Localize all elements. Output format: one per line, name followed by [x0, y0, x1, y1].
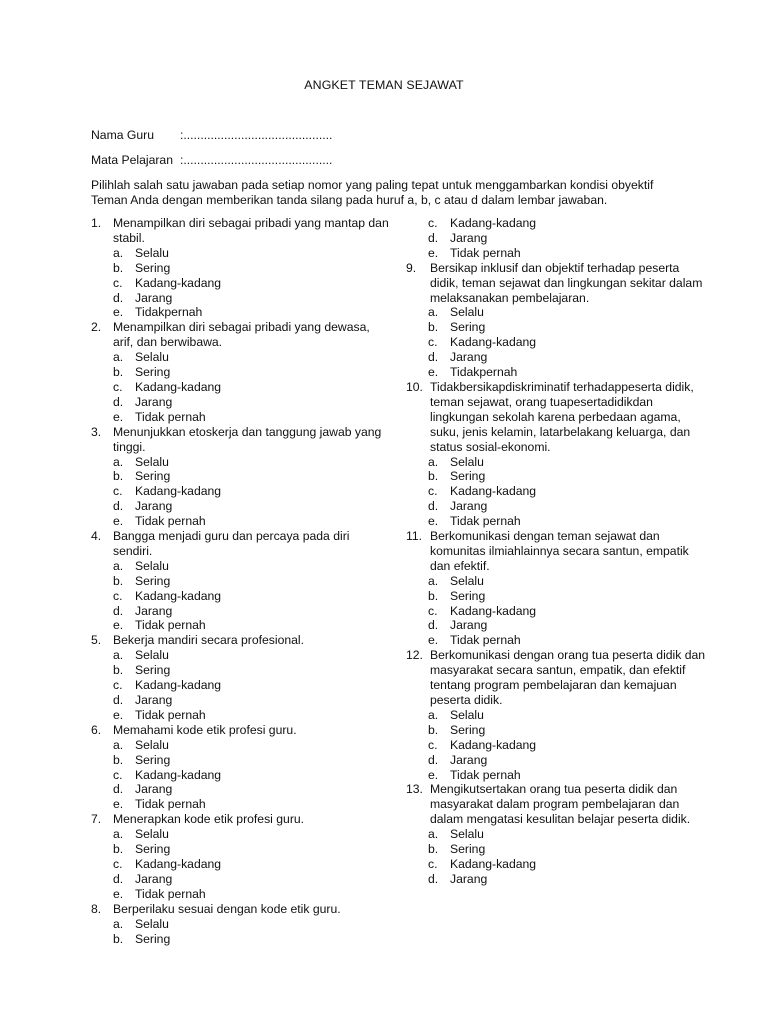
question-number: 12. — [406, 648, 423, 663]
option-text: Selalu — [135, 827, 169, 842]
option-text: Sering — [450, 469, 486, 484]
option-letter: a. — [428, 827, 439, 842]
question-number: 8. — [91, 901, 102, 916]
answer-option — [406, 246, 706, 261]
subject-field — [91, 153, 332, 168]
option-letter: a. — [428, 707, 439, 722]
answer-option — [91, 380, 391, 395]
option-letter: b. — [428, 588, 439, 603]
answer-option — [91, 797, 391, 812]
option-letter: a. — [113, 245, 124, 260]
answer-option — [91, 469, 391, 484]
answer-option — [91, 827, 391, 842]
question-text: Bangga menjadi guru dan percaya pada diri sendiri. — [113, 529, 350, 558]
option-letter: a. — [113, 350, 124, 365]
option-text: Tidak pernah — [450, 514, 521, 529]
question-number: 1. — [91, 216, 102, 230]
answer-option — [406, 514, 706, 529]
answer-option — [91, 604, 391, 619]
question-8-continuation — [406, 216, 706, 261]
option-text: Tidakpernah — [450, 365, 518, 380]
option-letter: d. — [113, 693, 124, 707]
option-letter: c. — [428, 484, 438, 499]
question-item — [406, 529, 706, 648]
question-text: Bekerja mandiri secara profesional. — [113, 633, 305, 648]
question-header — [91, 529, 391, 559]
option-text: Tidak pernah — [135, 514, 206, 529]
option-letter: d. — [113, 499, 124, 514]
answer-option — [406, 827, 706, 842]
option-text: Sering — [450, 722, 486, 737]
option-letter: e. — [113, 797, 124, 812]
option-text: Jarang — [450, 350, 488, 365]
option-text: Tidak pernah — [135, 707, 206, 722]
option-text: Sering — [135, 469, 171, 484]
question-number: 13. — [406, 782, 423, 797]
option-letter: b. — [113, 573, 124, 588]
answer-option — [406, 842, 706, 857]
answer-option — [91, 484, 391, 499]
question-header — [91, 812, 391, 827]
question-number: 9. — [406, 260, 417, 275]
answer-option — [91, 753, 391, 768]
question-item — [91, 723, 391, 812]
option-text: Tidak pernah — [450, 245, 521, 260]
option-letter: b. — [113, 752, 124, 767]
answer-option — [406, 738, 706, 753]
option-letter: b. — [113, 931, 124, 946]
question-text: Berkomunikasi dengan teman sejawat dan komunitas ilmiahlainnya secara santun, empatik dan efektif. — [430, 529, 689, 573]
question-text: Mengikutsertakan orang tua peserta didik dan masyarakat dalam program pembelajaran dan dalam mengatasi kesulitan belajar peserta didik. — [430, 782, 691, 827]
option-text: Selalu — [450, 454, 484, 469]
option-text: Kadang-kadang — [450, 484, 537, 499]
option-letter: c. — [113, 484, 123, 499]
option-text: Tidak pernah — [135, 409, 206, 424]
right-column — [406, 216, 706, 887]
answer-option — [406, 753, 706, 768]
answer-option — [91, 365, 391, 380]
option-letter: d. — [428, 752, 439, 767]
option-text: Jarang — [135, 499, 173, 514]
option-text: Jarang — [135, 871, 173, 886]
answer-option — [91, 708, 391, 723]
answer-option — [91, 768, 391, 783]
option-letter: e. — [428, 365, 439, 380]
option-text: Kadang-kadang — [450, 737, 537, 752]
question-header — [406, 380, 706, 455]
option-text: Kadang-kadang — [135, 588, 222, 603]
option-letter: c. — [428, 603, 438, 618]
option-text: Kadang-kadang — [135, 379, 222, 394]
option-letter: b. — [428, 320, 439, 335]
option-text: Sering — [450, 588, 486, 603]
option-text: Tidak pernah — [450, 633, 521, 648]
answer-option — [406, 589, 706, 604]
option-text: Kadang-kadang — [135, 275, 222, 290]
option-text: Tidak pernah — [135, 618, 206, 633]
option-text: Selalu — [450, 827, 484, 842]
answer-option — [406, 857, 706, 872]
question-item — [91, 633, 391, 722]
answer-option — [406, 768, 706, 783]
question-item — [91, 529, 391, 633]
answer-option — [91, 574, 391, 589]
option-letter: c. — [428, 216, 438, 230]
option-letter: d. — [428, 350, 439, 365]
option-letter: b. — [113, 365, 124, 380]
option-text: Sering — [135, 663, 171, 678]
answer-option — [406, 574, 706, 589]
question-number: 7. — [91, 812, 102, 827]
option-text: Selalu — [135, 648, 169, 663]
option-letter: b. — [113, 663, 124, 678]
option-letter: d. — [428, 871, 439, 886]
option-text: Sering — [135, 931, 171, 946]
option-text: Kadang-kadang — [135, 678, 222, 693]
option-letter: e. — [113, 707, 124, 722]
option-letter: d. — [428, 618, 439, 633]
answer-option — [91, 872, 391, 887]
option-letter: b. — [428, 469, 439, 484]
teacher-name-label: Nama Guru — [91, 128, 154, 142]
option-text: Sering — [450, 842, 486, 857]
option-text: Selalu — [450, 305, 484, 320]
question-text: Menampilkan diri sebagai pribadi yang mantap dan stabil. — [113, 216, 389, 245]
answer-option — [91, 589, 391, 604]
option-text: Jarang — [450, 499, 488, 514]
answer-option — [406, 320, 706, 335]
option-letter: d. — [428, 499, 439, 514]
option-letter: d. — [113, 782, 124, 797]
option-letter: b. — [428, 842, 439, 857]
question-text: Berperilaku sesuai dengan kode etik guru. — [113, 901, 341, 916]
option-letter: c. — [113, 379, 123, 394]
question-item — [91, 425, 391, 529]
question-text: Memahami kode etik profesi guru. — [113, 722, 297, 737]
subject-blank: :............................................ — [180, 153, 333, 167]
option-letter: d. — [113, 394, 124, 409]
option-letter: c. — [428, 856, 438, 871]
answer-option — [91, 932, 391, 947]
question-text: Bersikap inklusif dan objektif terhadap peserta didik, teman sejawat dan lingkungan sekitar dalam melaksanakan pembelajaran. — [430, 260, 703, 305]
left-column — [91, 216, 391, 946]
option-letter: c. — [113, 767, 123, 782]
question-header — [91, 723, 391, 738]
document-title: ANGKET TEMAN SEJAWAT — [304, 78, 464, 92]
option-letter: c. — [113, 856, 123, 871]
question-header — [406, 261, 706, 306]
question-number: 4. — [91, 529, 102, 544]
option-letter: e. — [113, 514, 124, 529]
answer-option — [91, 261, 391, 276]
option-letter: c. — [113, 275, 123, 290]
option-letter: d. — [113, 603, 124, 618]
option-letter: c. — [428, 335, 438, 350]
answer-option — [91, 276, 391, 291]
answer-option — [91, 782, 391, 797]
option-text: Selalu — [135, 737, 169, 752]
answer-option — [406, 723, 706, 738]
option-letter: d. — [428, 230, 439, 245]
option-text: Sering — [135, 260, 171, 275]
question-header — [406, 529, 706, 574]
option-text: Jarang — [450, 618, 488, 633]
option-letter: c. — [113, 678, 123, 693]
answer-option — [91, 917, 391, 932]
answer-option — [91, 559, 391, 574]
option-letter: e. — [428, 514, 439, 529]
option-letter: a. — [113, 648, 124, 663]
answer-option — [91, 395, 391, 410]
question-item — [91, 320, 391, 424]
answer-option — [91, 305, 391, 320]
answer-option — [406, 469, 706, 484]
answer-option — [406, 231, 706, 246]
question-header — [91, 320, 391, 350]
answer-option — [91, 499, 391, 514]
option-letter: e. — [113, 409, 124, 424]
answer-option — [406, 633, 706, 648]
option-text: Selalu — [450, 573, 484, 588]
option-text: Sering — [135, 842, 171, 857]
option-text: Tidak pernah — [135, 797, 206, 812]
option-letter: d. — [113, 871, 124, 886]
question-item — [406, 648, 706, 782]
answer-option — [91, 455, 391, 470]
option-letter: e. — [113, 305, 124, 320]
option-text: Sering — [135, 573, 171, 588]
option-letter: c. — [428, 737, 438, 752]
option-letter: e. — [428, 245, 439, 260]
answer-option — [91, 887, 391, 902]
option-letter: e. — [428, 767, 439, 782]
question-item — [91, 216, 391, 320]
option-letter: b. — [113, 469, 124, 484]
question-item — [91, 812, 391, 901]
question-number: 6. — [91, 722, 102, 737]
option-text: Kadang-kadang — [450, 856, 537, 871]
option-text: Selalu — [135, 916, 169, 931]
question-header — [91, 902, 391, 917]
option-text: Jarang — [450, 752, 488, 767]
option-letter: a. — [113, 916, 124, 931]
option-text: Sering — [450, 320, 486, 335]
question-text: Menerapkan kode etik profesi guru. — [113, 812, 305, 827]
answer-option — [406, 604, 706, 619]
answer-option — [406, 499, 706, 514]
question-text: Berkomunikasi dengan orang tua peserta didik dan masyarakat secara santun, empatik, dan efektif tentang program pembelajaran dan kemajuan peserta didik. — [430, 648, 706, 707]
option-text: Jarang — [135, 290, 173, 305]
answer-option — [91, 618, 391, 633]
option-letter: a. — [113, 558, 124, 573]
answer-option — [91, 350, 391, 365]
option-text: Kadang-kadang — [135, 856, 222, 871]
question-number: 3. — [91, 424, 102, 439]
answer-option — [91, 410, 391, 425]
option-letter: a. — [428, 573, 439, 588]
option-text: Sering — [135, 365, 171, 380]
option-text: Jarang — [450, 230, 488, 245]
option-text: Selalu — [135, 454, 169, 469]
option-letter: c. — [113, 588, 123, 603]
answer-option — [91, 857, 391, 872]
question-header — [91, 425, 391, 455]
answer-option — [406, 484, 706, 499]
answer-option — [91, 246, 391, 261]
question-item — [406, 261, 706, 380]
question-text: Tidakbersikapdiskriminatif terhadappeserta didik, teman sejawat, orang tuapesertadidikdan lingkungan sekolah karena perbedaan agama, suku, jenis kelamin, latarbelakang keluarga, dan status sosial-ekonomi. — [430, 379, 694, 454]
answer-option — [406, 305, 706, 320]
question-header — [406, 782, 706, 827]
answer-option — [406, 335, 706, 350]
option-text: Tidak pernah — [450, 767, 521, 782]
instructions-paragraph: Pilihlah salah satu jawaban pada setiap nomor yang paling tepat untuk menggambarkan kondisi obyektif Teman Anda dengan memberikan tanda silang pada huruf a, b, c atau d dalam lembar jawaban. — [91, 178, 654, 208]
question-item — [91, 902, 391, 947]
answer-option — [406, 708, 706, 723]
option-text: Selalu — [135, 558, 169, 573]
answer-option — [406, 872, 706, 887]
question-text: Menampilkan diri sebagai pribadi yang dewasa, arif, dan berwibawa. — [113, 320, 370, 350]
answer-option — [91, 693, 391, 708]
option-text: Selalu — [135, 350, 169, 365]
option-letter: b. — [428, 722, 439, 737]
answer-option — [91, 514, 391, 529]
answer-option — [406, 365, 706, 380]
option-text: Tidakpernah — [135, 305, 203, 320]
option-letter: a. — [428, 454, 439, 469]
option-text: Selalu — [450, 707, 484, 722]
option-text: Tidak pernah — [135, 886, 206, 901]
subject-label: Mata Pelajaran — [91, 153, 173, 167]
option-text: Jarang — [135, 782, 173, 797]
option-text: Kadang-kadang — [135, 767, 222, 782]
answer-option — [91, 678, 391, 693]
question-item — [406, 782, 706, 886]
option-letter: e. — [113, 618, 124, 633]
answer-option — [406, 455, 706, 470]
answer-option — [406, 216, 706, 231]
option-letter: a. — [428, 305, 439, 320]
option-text: Jarang — [135, 603, 173, 618]
option-text: Jarang — [135, 394, 173, 409]
teacher-name-field — [91, 128, 332, 143]
option-text: Jarang — [450, 871, 488, 886]
answer-option — [91, 738, 391, 753]
option-letter: b. — [113, 842, 124, 857]
question-item — [406, 380, 706, 529]
answer-option — [91, 291, 391, 306]
option-letter: d. — [113, 290, 124, 305]
option-text: Sering — [135, 752, 171, 767]
option-letter: a. — [113, 454, 124, 469]
option-letter: e. — [428, 633, 439, 648]
question-number: 11. — [406, 529, 423, 544]
option-text: Selalu — [135, 245, 169, 260]
question-number: 5. — [91, 633, 102, 648]
option-letter: a. — [113, 737, 124, 752]
answer-option — [406, 618, 706, 633]
option-text: Kadang-kadang — [450, 216, 537, 230]
question-number: 2. — [91, 320, 102, 335]
option-text: Kadang-kadang — [450, 335, 537, 350]
answer-option — [406, 350, 706, 365]
teacher-name-blank: :............................................ — [180, 128, 333, 142]
question-header — [406, 648, 706, 708]
option-letter: e. — [113, 886, 124, 901]
question-number: 10. — [406, 379, 423, 394]
option-letter: a. — [113, 827, 124, 842]
question-header — [91, 633, 391, 648]
option-text: Jarang — [135, 693, 173, 707]
option-letter: b. — [113, 260, 124, 275]
question-header — [91, 216, 391, 246]
answer-option — [91, 648, 391, 663]
question-text: Menunjukkan etoskerja dan tanggung jawab yang tinggi. — [113, 424, 382, 454]
option-text: Kadang-kadang — [135, 484, 222, 499]
answer-option — [91, 842, 391, 857]
answer-option — [91, 663, 391, 678]
option-text: Kadang-kadang — [450, 603, 537, 618]
